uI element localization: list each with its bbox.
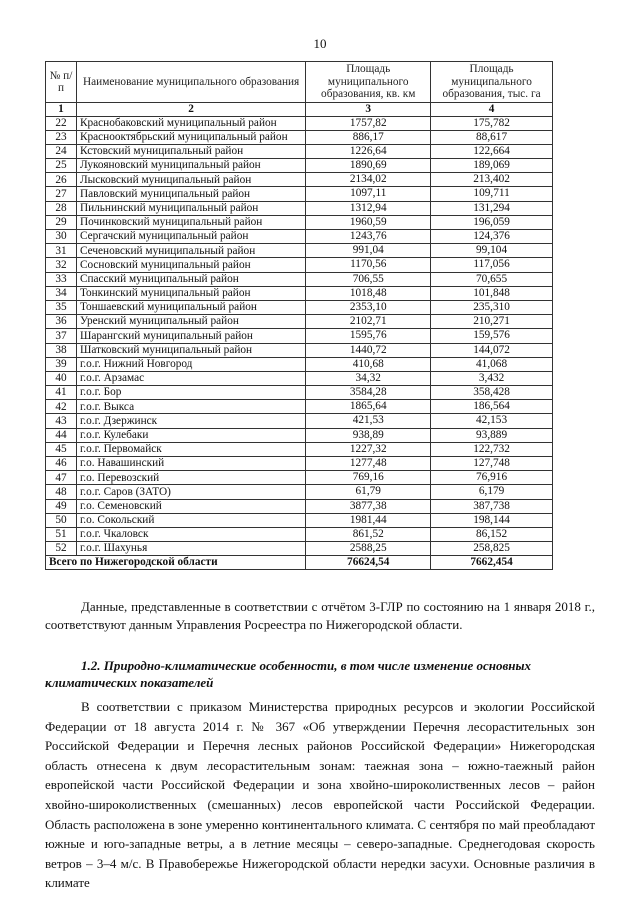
total-area-ha: 7662,454 (431, 556, 553, 570)
municipality-name: г.о. Перевозский (76, 471, 305, 485)
municipality-name: г.о.г. Кулебаки (76, 428, 305, 442)
row-number: 47 (46, 471, 77, 485)
area-ha: 93,889 (431, 428, 553, 442)
row-number: 43 (46, 414, 77, 428)
row-number: 35 (46, 300, 77, 314)
area-km: 34,32 (306, 371, 431, 385)
area-km: 61,79 (306, 485, 431, 499)
area-ha: 117,056 (431, 258, 553, 272)
area-km: 421,53 (306, 414, 431, 428)
row-number: 51 (46, 527, 77, 541)
row-number: 44 (46, 428, 77, 442)
row-number: 26 (46, 173, 77, 187)
area-km: 1757,82 (306, 116, 431, 130)
table-row (46, 357, 553, 371)
municipality-name: г.о.г. Первомайск (76, 442, 305, 456)
municipality-name: Лукояновский муниципальный район (76, 159, 305, 173)
row-number: 33 (46, 272, 77, 286)
municipal-area-table (45, 61, 553, 570)
table-row (46, 457, 553, 471)
area-km: 1227,32 (306, 442, 431, 456)
row-number: 31 (46, 244, 77, 258)
area-km: 1440,72 (306, 343, 431, 357)
total-row (46, 556, 553, 570)
table-row (46, 329, 553, 343)
table-row (46, 300, 553, 314)
municipality-name: г.о.г. Шахунья (76, 542, 305, 556)
row-number: 38 (46, 343, 77, 357)
table-row (46, 230, 553, 244)
area-ha: 196,059 (431, 215, 553, 229)
table-row (46, 513, 553, 527)
area-km: 861,52 (306, 527, 431, 541)
row-number: 52 (46, 542, 77, 556)
area-ha: 86,152 (431, 527, 553, 541)
municipality-name: Тоншаевский муниципальный район (76, 300, 305, 314)
row-number: 48 (46, 485, 77, 499)
table-row (46, 315, 553, 329)
municipality-name: г.о. Сокольский (76, 513, 305, 527)
municipality-name: Сергачский муниципальный район (76, 230, 305, 244)
table-row (46, 414, 553, 428)
area-km: 1226,64 (306, 144, 431, 158)
area-km: 3877,38 (306, 499, 431, 513)
area-ha: 99,104 (431, 244, 553, 258)
row-number: 27 (46, 187, 77, 201)
table-row (46, 527, 553, 541)
col-number: 4 (431, 103, 553, 117)
area-km: 886,17 (306, 130, 431, 144)
table-row (46, 542, 553, 556)
municipality-name: г.о.г. Бор (76, 386, 305, 400)
area-ha: 42,153 (431, 414, 553, 428)
row-number: 42 (46, 400, 77, 414)
area-km: 1170,56 (306, 258, 431, 272)
row-number: 45 (46, 442, 77, 456)
col-number: 3 (306, 103, 431, 117)
table-row (46, 386, 553, 400)
area-ha: 70,655 (431, 272, 553, 286)
area-km: 2588,25 (306, 542, 431, 556)
area-ha: 124,376 (431, 230, 553, 244)
paragraph-climate: В соответствии с приказом Министерства природных ресурсов и экологии Российской Федерации от 18 августа 2014 г. № 367 «Об утверждении Перечня лесорастительных зон Российской Федерации и Перечня лесных районов Российской Федерации» Нижегородская область отнесена к двум лесорастительным зонам: таежная зона – южно-таежный район европейской части Российской Федерации и зона хвойно-широколиственных лесов – район хвойно-широколиственных (смешанных) лесов европейской части Российской Федерации. Область расположена в зоне умеренно континентального климата. С сентября по май преобладают южные и юго-западные ветры, а в летние месяцы – северо-западные. Среднегодовая скорость ветров – 3–4 м/с. В Правобережье Нижегородской области нередки засухи. Основные различия в климате (45, 699, 595, 891)
header-area-km: Площадь муниципального образования, кв. км (306, 62, 431, 103)
area-km: 1595,76 (306, 329, 431, 343)
table-row (46, 499, 553, 513)
area-km: 1981,44 (306, 513, 431, 527)
area-km: 1018,48 (306, 286, 431, 300)
table-row (46, 471, 553, 485)
municipality-name: Лысковский муниципальный район (76, 173, 305, 187)
area-km: 1312,94 (306, 201, 431, 215)
municipality-name: Шарангский муниципальный район (76, 329, 305, 343)
municipality-name: г.о.г. Чкаловск (76, 527, 305, 541)
row-number: 34 (46, 286, 77, 300)
table-row (46, 215, 553, 229)
area-km: 1865,64 (306, 400, 431, 414)
municipality-name: г.о.г. Выкса (76, 400, 305, 414)
row-number: 32 (46, 258, 77, 272)
municipality-name: г.о.г. Дзержинск (76, 414, 305, 428)
row-number: 30 (46, 230, 77, 244)
area-km: 1960,59 (306, 215, 431, 229)
area-km: 1890,69 (306, 159, 431, 173)
table-row (46, 116, 553, 130)
municipality-name: г.о.г. Нижний Новгород (76, 357, 305, 371)
table-row (46, 144, 553, 158)
header-number: № п/п (46, 62, 77, 103)
municipality-name: г.о. Семеновский (76, 499, 305, 513)
area-km: 769,16 (306, 471, 431, 485)
area-ha: 122,732 (431, 442, 553, 456)
municipality-name: Краснобаковский муниципальный район (76, 116, 305, 130)
table-row (46, 173, 553, 187)
row-number: 39 (46, 357, 77, 371)
table-row (46, 343, 553, 357)
table-row (46, 258, 553, 272)
area-ha: 122,664 (431, 144, 553, 158)
table-row (46, 286, 553, 300)
row-number: 49 (46, 499, 77, 513)
area-km: 410,68 (306, 357, 431, 371)
table-row (46, 400, 553, 414)
municipality-name: Шатковский муниципальный район (76, 343, 305, 357)
area-km: 2134,02 (306, 173, 431, 187)
area-ha: 144,072 (431, 343, 553, 357)
municipality-name: Спасский муниципальный район (76, 272, 305, 286)
area-ha: 235,310 (431, 300, 553, 314)
area-ha: 131,294 (431, 201, 553, 215)
total-label: Всего по Нижегородской области (46, 556, 306, 570)
area-km: 706,55 (306, 272, 431, 286)
area-ha: 186,564 (431, 400, 553, 414)
area-ha: 189,069 (431, 159, 553, 173)
area-km: 1243,76 (306, 230, 431, 244)
municipality-name: Уренский муниципальный район (76, 315, 305, 329)
area-km: 2353,10 (306, 300, 431, 314)
municipality-name: Сеченовский муниципальный район (76, 244, 305, 258)
table-row (46, 130, 553, 144)
municipality-name: г.о.г. Саров (ЗАТО) (76, 485, 305, 499)
table-row (46, 159, 553, 173)
area-ha: 3,432 (431, 371, 553, 385)
area-km: 991,04 (306, 244, 431, 258)
table-row (46, 244, 553, 258)
col-number: 1 (46, 103, 77, 117)
area-ha: 101,848 (431, 286, 553, 300)
municipality-name: Краснооктябрьский муниципальный район (76, 130, 305, 144)
area-ha: 175,782 (431, 116, 553, 130)
row-number: 24 (46, 144, 77, 158)
row-number: 36 (46, 315, 77, 329)
municipality-name: г.о. Навашинский (76, 457, 305, 471)
row-number: 41 (46, 386, 77, 400)
row-number: 29 (46, 215, 77, 229)
area-km: 938,89 (306, 428, 431, 442)
area-ha: 358,428 (431, 386, 553, 400)
row-number: 22 (46, 116, 77, 130)
area-ha: 41,068 (431, 357, 553, 371)
area-km: 1277,48 (306, 457, 431, 471)
row-number: 28 (46, 201, 77, 215)
row-number: 46 (46, 457, 77, 471)
row-number: 25 (46, 159, 77, 173)
paragraph-data-source: Данные, представленные в соответствии с отчётом 3-ГЛР по состоянию на 1 января 2018 г., соответствуют данным Управления Росреестра по Нижегородской области. (45, 599, 595, 632)
table-row (46, 485, 553, 499)
total-area-km: 76624,54 (306, 556, 431, 570)
table-row (46, 272, 553, 286)
row-number: 50 (46, 513, 77, 527)
header-name: Наименование муниципального образования (76, 62, 305, 103)
table-row (46, 442, 553, 456)
area-ha: 159,576 (431, 329, 553, 343)
area-km: 2102,71 (306, 315, 431, 329)
area-km: 1097,11 (306, 187, 431, 201)
area-ha: 258,825 (431, 542, 553, 556)
table-row (46, 187, 553, 201)
table-row (46, 428, 553, 442)
area-ha: 127,748 (431, 457, 553, 471)
area-ha: 387,738 (431, 499, 553, 513)
page-number: 10 (313, 36, 327, 51)
col-number: 2 (76, 103, 305, 117)
municipality-name: Починковский муниципальный район (76, 215, 305, 229)
municipality-name: г.о.г. Арзамас (76, 371, 305, 385)
municipality-name: Сосновский муниципальный район (76, 258, 305, 272)
municipality-name: Тонкинский муниципальный район (76, 286, 305, 300)
section-heading: 1.2. Природно-климатические особенности, в том числе изменение основных климатических показателей (45, 658, 532, 690)
row-number: 23 (46, 130, 77, 144)
municipality-name: Кстовский муниципальный район (76, 144, 305, 158)
area-ha: 88,617 (431, 130, 553, 144)
row-number: 37 (46, 329, 77, 343)
area-ha: 210,271 (431, 315, 553, 329)
table-row (46, 201, 553, 215)
area-ha: 76,916 (431, 471, 553, 485)
header-area-ha: Площадь муниципального образования, тыс. га (431, 62, 553, 103)
row-number: 40 (46, 371, 77, 385)
area-km: 3584,28 (306, 386, 431, 400)
table-row (46, 371, 553, 385)
area-ha: 109,711 (431, 187, 553, 201)
municipality-name: Пильнинский муниципальный район (76, 201, 305, 215)
area-ha: 213,402 (431, 173, 553, 187)
area-ha: 6,179 (431, 485, 553, 499)
municipality-name: Павловский муниципальный район (76, 187, 305, 201)
area-ha: 198,144 (431, 513, 553, 527)
